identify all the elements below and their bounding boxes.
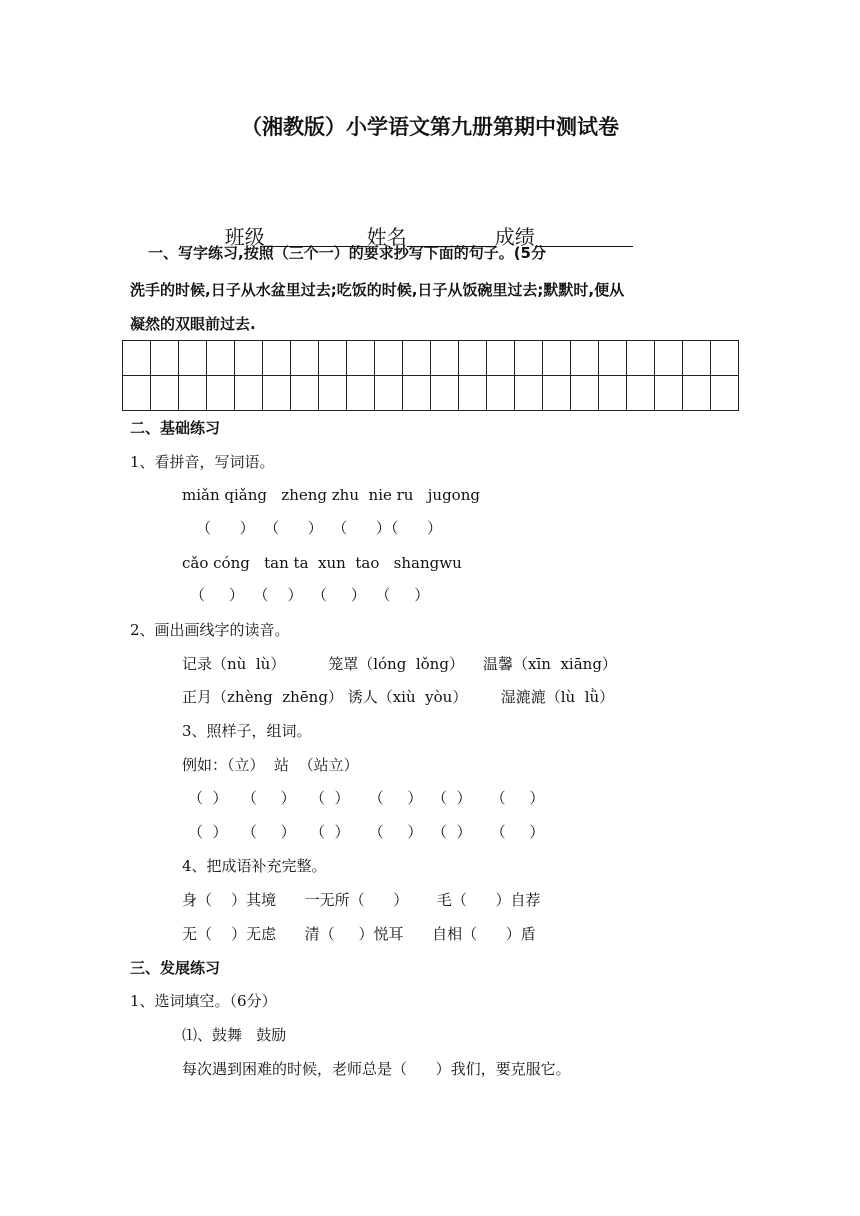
grid-cell[interactable]	[683, 341, 711, 376]
q2-row2: 正月（zhèng zhēng） 诱人（xiù yòu） 湿漉漉（lù lǜ）	[182, 688, 615, 706]
grid-cell[interactable]	[487, 341, 515, 376]
grid-cell[interactable]	[375, 341, 403, 376]
section2-heading: 二、基础练习	[130, 419, 221, 437]
grid-cell[interactable]	[123, 341, 151, 376]
q4-row2[interactable]: 无（ ）无虑 清（ ）悦耳 自相（ ）盾	[182, 925, 536, 943]
grid-row	[123, 376, 739, 411]
grid-cell[interactable]	[431, 376, 459, 411]
grid-cell[interactable]	[291, 341, 319, 376]
q1-blank-row1[interactable]: （ ） （ ） （ ）（ ）	[196, 519, 443, 537]
q3-row1[interactable]: （ ） （ ） （ ） （ ） （ ） （ ）	[188, 789, 545, 807]
q3-label: 3、照样子，组词。	[182, 722, 312, 740]
grid-cell[interactable]	[571, 341, 599, 376]
grid-cell[interactable]	[263, 376, 291, 411]
grid-cell[interactable]	[655, 341, 683, 376]
grid-cell[interactable]	[235, 376, 263, 411]
grid-cell[interactable]	[347, 376, 375, 411]
s3-q1-sentence1[interactable]: 每次遇到困难的时候，老师总是（ ）我们，要克服它。	[182, 1060, 571, 1078]
class-label: 班级	[224, 225, 265, 249]
s3-q1-sub1: ⑴、鼓舞 鼓励	[182, 1026, 287, 1044]
q2-label: 2、画出画线字的读音。	[130, 621, 290, 639]
score-blank	[535, 228, 633, 247]
grid-cell[interactable]	[151, 341, 179, 376]
grid-cell[interactable]	[319, 341, 347, 376]
grid-cell[interactable]	[571, 376, 599, 411]
grid-cell[interactable]	[207, 341, 235, 376]
grid-row	[123, 341, 739, 376]
grid-cell[interactable]	[599, 341, 627, 376]
grid-cell[interactable]	[515, 376, 543, 411]
grid-cell[interactable]	[151, 376, 179, 411]
grid-cell[interactable]	[347, 341, 375, 376]
grid-cell[interactable]	[627, 376, 655, 411]
grid-cell[interactable]	[235, 341, 263, 376]
name-label: 姓名	[366, 225, 407, 249]
q3-example: 例如：（立） 站 （站立）	[182, 756, 359, 774]
grid-cell[interactable]	[403, 376, 431, 411]
grid-cell[interactable]	[683, 376, 711, 411]
q4-row1[interactable]: 身（ ）其境 一无所（ ） 毛（ ）自荐	[182, 891, 541, 909]
grid-cell[interactable]	[179, 341, 207, 376]
grid-cell[interactable]	[487, 376, 515, 411]
grid-cell[interactable]	[459, 341, 487, 376]
q1-pinyin-row2: cǎo cóng tan ta xun tao shangwu	[182, 554, 462, 572]
grid-cell[interactable]	[515, 341, 543, 376]
grid-cell[interactable]	[179, 376, 207, 411]
grid-cell[interactable]	[655, 376, 683, 411]
section1-sentence-line1: 洗手的时候,日子从水盆里过去;吃饭的时候,日子从饭碗里过去;默默时,便从	[130, 281, 625, 299]
grid-cell[interactable]	[543, 376, 571, 411]
grid-cell[interactable]	[207, 376, 235, 411]
grid-cell[interactable]	[291, 376, 319, 411]
writing-grid[interactable]	[122, 340, 739, 411]
section3-heading: 三、发展练习	[130, 959, 221, 977]
grid-cell[interactable]	[319, 376, 347, 411]
q3-row2[interactable]: （ ） （ ） （ ） （ ） （ ） （ ）	[188, 823, 545, 841]
grid-cell[interactable]	[627, 341, 655, 376]
grid-cell[interactable]	[263, 341, 291, 376]
grid-cell[interactable]	[599, 376, 627, 411]
grid-cell[interactable]	[403, 341, 431, 376]
grid-cell[interactable]	[711, 341, 739, 376]
q4-label: 4、把成语补充完整。	[182, 857, 327, 875]
q1-label: 1、看拼音，写词语。	[130, 453, 275, 471]
s3-q1-label: 1、选词填空。（6分）	[130, 992, 277, 1010]
grid-cell[interactable]	[431, 341, 459, 376]
section1-sentence-line2: 凝然的双眼前过去.	[130, 315, 256, 333]
grid-cell[interactable]	[123, 376, 151, 411]
grid-cell[interactable]	[543, 341, 571, 376]
grid-cell[interactable]	[375, 376, 403, 411]
section1-heading: 一、写字练习,按照（三个一）的要求抄写下面的句子。(5分	[148, 244, 546, 262]
student-info-line	[212, 207, 633, 247]
score-label: 成绩	[494, 225, 535, 249]
grid-cell[interactable]	[459, 376, 487, 411]
q1-pinyin-row1: miǎn qiǎng zheng zhu nie ru jugong	[182, 486, 480, 504]
grid-cell[interactable]	[711, 376, 739, 411]
page-title: （湘教版）小学语文第九册第期中测试卷	[241, 115, 619, 139]
q1-blank-row2[interactable]: （ ） （ ） （ ） （ ）	[190, 586, 430, 604]
q2-row1: 记录（nù lù） 笼罩（lóng lǒng） 温馨（xīn xiāng）	[182, 655, 617, 673]
